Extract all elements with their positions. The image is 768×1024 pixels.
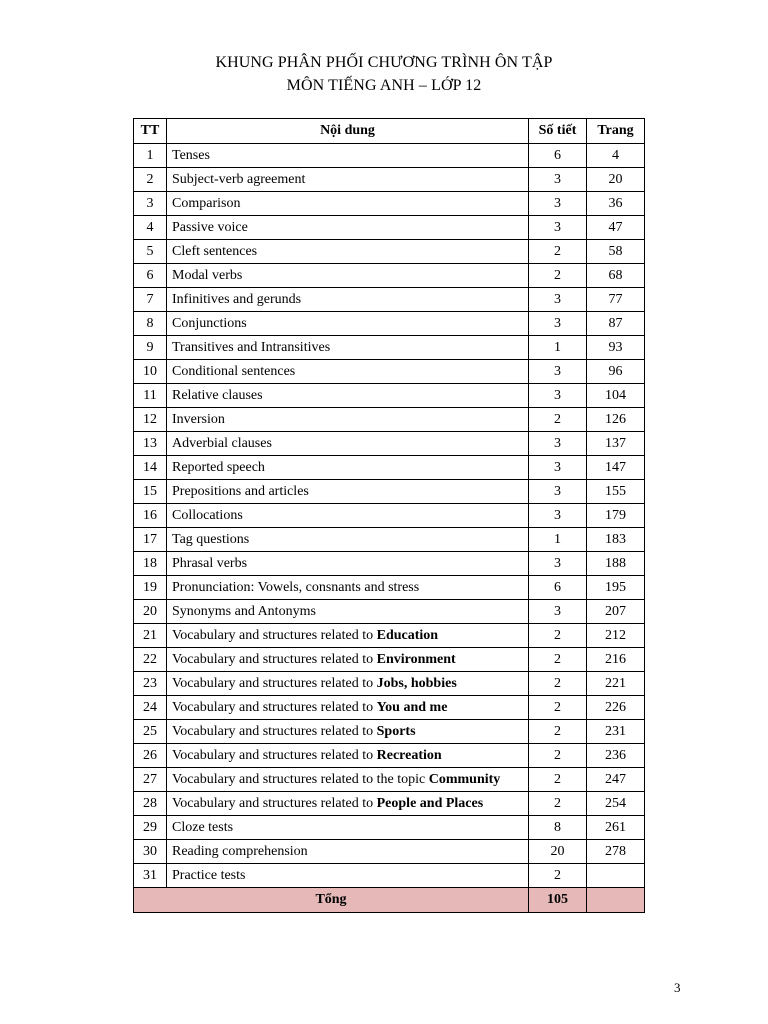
row-periods: 2 <box>529 696 587 720</box>
row-periods: 2 <box>529 408 587 432</box>
row-content-text: Subject-verb agreement <box>172 171 306 187</box>
row-content-text: Synonyms and Antonyms <box>172 603 316 619</box>
row-page: 4 <box>587 144 645 168</box>
row-content-text: Practice tests <box>172 867 246 883</box>
row-content-text: Reading comprehension <box>172 843 308 859</box>
row-content <box>167 288 529 312</box>
row-periods: 3 <box>529 432 587 456</box>
row-number: 12 <box>134 408 167 432</box>
row-number: 24 <box>134 696 167 720</box>
row-page: 247 <box>587 768 645 792</box>
row-content <box>167 672 529 696</box>
table-row <box>134 720 645 744</box>
row-periods: 2 <box>529 624 587 648</box>
table-total-row <box>134 888 645 913</box>
table-row <box>134 504 645 528</box>
table-row <box>134 624 645 648</box>
row-periods: 2 <box>529 672 587 696</box>
table-row <box>134 552 645 576</box>
row-content-topic: Environment <box>376 651 456 667</box>
row-periods: 2 <box>529 792 587 816</box>
row-periods: 20 <box>529 840 587 864</box>
table-row <box>134 336 645 360</box>
row-content-text: Passive voice <box>172 219 248 235</box>
table-row <box>134 360 645 384</box>
row-content <box>167 408 529 432</box>
row-content <box>167 240 529 264</box>
row-number: 26 <box>134 744 167 768</box>
row-number: 19 <box>134 576 167 600</box>
table-row <box>134 456 645 480</box>
row-periods: 3 <box>529 504 587 528</box>
row-periods: 1 <box>529 528 587 552</box>
row-page: 47 <box>587 216 645 240</box>
row-number: 30 <box>134 840 167 864</box>
page-number: 3 <box>674 980 681 995</box>
row-content-text: Comparison <box>172 195 241 211</box>
curriculum-table <box>133 118 645 913</box>
row-content <box>167 792 529 816</box>
row-periods: 2 <box>529 240 587 264</box>
row-content-text: Vocabulary and structures related to <box>172 723 377 739</box>
table-row <box>134 576 645 600</box>
header-page: Trang <box>587 119 645 144</box>
row-page: 96 <box>587 360 645 384</box>
row-content <box>167 864 529 888</box>
total-periods: 105 <box>529 888 587 913</box>
table-row <box>134 648 645 672</box>
row-number: 20 <box>134 600 167 624</box>
row-periods: 3 <box>529 552 587 576</box>
row-page: 126 <box>587 408 645 432</box>
table-row <box>134 144 645 168</box>
row-content <box>167 168 529 192</box>
row-number: 31 <box>134 864 167 888</box>
row-periods: 3 <box>529 288 587 312</box>
row-content-text: Relative clauses <box>172 387 263 403</box>
row-number: 7 <box>134 288 167 312</box>
row-periods: 3 <box>529 480 587 504</box>
table-row <box>134 384 645 408</box>
row-content <box>167 432 529 456</box>
row-content <box>167 552 529 576</box>
row-content <box>167 600 529 624</box>
row-content <box>167 336 529 360</box>
row-number: 10 <box>134 360 167 384</box>
row-content <box>167 456 529 480</box>
row-periods: 3 <box>529 168 587 192</box>
row-page: 93 <box>587 336 645 360</box>
row-page: 104 <box>587 384 645 408</box>
row-content-topic: Recreation <box>376 747 442 763</box>
row-page: 231 <box>587 720 645 744</box>
total-page <box>587 888 645 913</box>
row-content-text: Tag questions <box>172 531 250 547</box>
table-row <box>134 192 645 216</box>
row-periods: 6 <box>529 576 587 600</box>
row-number: 25 <box>134 720 167 744</box>
row-content-text: Conjunctions <box>172 315 247 331</box>
row-number: 1 <box>134 144 167 168</box>
row-content-topic: Community <box>428 771 501 787</box>
row-content-topic: People and Places <box>376 795 484 811</box>
row-content-text: Inversion <box>172 411 225 427</box>
row-number: 22 <box>134 648 167 672</box>
table-header-row <box>134 119 645 144</box>
row-number: 2 <box>134 168 167 192</box>
header-content: Nội dung <box>167 119 529 144</box>
row-content-text: Vocabulary and structures related to the topic <box>172 771 429 787</box>
table-row <box>134 528 645 552</box>
row-number: 28 <box>134 792 167 816</box>
row-content-text: Pronunciation: Vowels, consnants and stress <box>172 579 420 595</box>
row-page: 155 <box>587 480 645 504</box>
row-periods: 2 <box>529 264 587 288</box>
row-periods: 2 <box>529 864 587 888</box>
total-label: Tổng <box>134 888 529 913</box>
row-number: 5 <box>134 240 167 264</box>
row-content <box>167 624 529 648</box>
row-content <box>167 744 529 768</box>
row-content-text: Cloze tests <box>172 819 234 835</box>
row-periods: 3 <box>529 216 587 240</box>
table-row <box>134 264 645 288</box>
row-page: 183 <box>587 528 645 552</box>
row-content-topic: Jobs, hobbies <box>376 675 457 691</box>
table-row <box>134 672 645 696</box>
row-content-text: Vocabulary and structures related to <box>172 627 377 643</box>
row-number: 3 <box>134 192 167 216</box>
row-content <box>167 528 529 552</box>
row-periods: 2 <box>529 744 587 768</box>
row-content <box>167 384 529 408</box>
row-content-text: Adverbial clauses <box>172 435 272 451</box>
row-content-text: Prepositions and articles <box>172 483 309 499</box>
table-row <box>134 240 645 264</box>
row-page: 261 <box>587 816 645 840</box>
row-periods: 3 <box>529 360 587 384</box>
row-content <box>167 696 529 720</box>
row-content <box>167 192 529 216</box>
row-page: 226 <box>587 696 645 720</box>
row-periods: 1 <box>529 336 587 360</box>
row-content-text: Reported speech <box>172 459 265 475</box>
table-row <box>134 432 645 456</box>
table-row <box>134 792 645 816</box>
row-page: 87 <box>587 312 645 336</box>
row-periods: 3 <box>529 456 587 480</box>
table-row <box>134 168 645 192</box>
row-page: 188 <box>587 552 645 576</box>
row-number: 17 <box>134 528 167 552</box>
row-number: 14 <box>134 456 167 480</box>
row-number: 18 <box>134 552 167 576</box>
header-periods: Số tiết <box>529 119 587 144</box>
row-number: 21 <box>134 624 167 648</box>
row-page: 137 <box>587 432 645 456</box>
row-content <box>167 480 529 504</box>
row-number: 9 <box>134 336 167 360</box>
row-content <box>167 816 529 840</box>
table-row <box>134 288 645 312</box>
row-content-text: Conditional sentences <box>172 363 296 379</box>
row-periods: 6 <box>529 144 587 168</box>
table-row <box>134 480 645 504</box>
row-content-text: Cleft sentences <box>172 243 258 259</box>
row-number: 15 <box>134 480 167 504</box>
row-content <box>167 504 529 528</box>
row-page <box>587 864 645 888</box>
row-periods: 8 <box>529 816 587 840</box>
row-periods: 2 <box>529 720 587 744</box>
row-content-text: Vocabulary and structures related to <box>172 675 377 691</box>
row-content <box>167 576 529 600</box>
row-content-text: Phrasal verbs <box>172 555 248 571</box>
table-row <box>134 216 645 240</box>
row-periods: 2 <box>529 768 587 792</box>
row-content <box>167 312 529 336</box>
row-page: 207 <box>587 600 645 624</box>
row-page: 36 <box>587 192 645 216</box>
row-number: 16 <box>134 504 167 528</box>
row-page: 179 <box>587 504 645 528</box>
row-content <box>167 648 529 672</box>
table-row <box>134 744 645 768</box>
row-page: 221 <box>587 672 645 696</box>
row-content-text: Vocabulary and structures related to <box>172 747 377 763</box>
row-content <box>167 768 529 792</box>
row-content <box>167 840 529 864</box>
table-row <box>134 600 645 624</box>
table-row <box>134 864 645 888</box>
row-page: 147 <box>587 456 645 480</box>
row-content-topic: You and me <box>376 699 448 715</box>
row-number: 27 <box>134 768 167 792</box>
row-page: 278 <box>587 840 645 864</box>
row-content-topic: Sports <box>376 723 416 739</box>
table-row <box>134 696 645 720</box>
row-periods: 2 <box>529 648 587 672</box>
table-row <box>134 768 645 792</box>
row-content <box>167 216 529 240</box>
row-number: 13 <box>134 432 167 456</box>
row-page: 20 <box>587 168 645 192</box>
row-page: 77 <box>587 288 645 312</box>
row-content-topic: Education <box>376 627 439 643</box>
row-periods: 3 <box>529 600 587 624</box>
row-number: 11 <box>134 384 167 408</box>
row-page: 254 <box>587 792 645 816</box>
row-content <box>167 264 529 288</box>
row-number: 6 <box>134 264 167 288</box>
row-content-text: Tenses <box>172 147 210 163</box>
row-content-text: Infinitives and gerunds <box>172 291 302 307</box>
row-content-text: Vocabulary and structures related to <box>172 651 377 667</box>
row-content <box>167 360 529 384</box>
row-page: 212 <box>587 624 645 648</box>
document-title-line2: MÔN TIẾNG ANH – LỚP 12 <box>286 77 482 94</box>
table-row <box>134 816 645 840</box>
row-periods: 3 <box>529 384 587 408</box>
header-tt: TT <box>134 119 167 144</box>
row-page: 216 <box>587 648 645 672</box>
row-page: 195 <box>587 576 645 600</box>
row-periods: 3 <box>529 192 587 216</box>
row-content <box>167 720 529 744</box>
row-periods: 3 <box>529 312 587 336</box>
row-number: 8 <box>134 312 167 336</box>
table-row <box>134 408 645 432</box>
row-page: 236 <box>587 744 645 768</box>
table-row <box>134 312 645 336</box>
document-title-line1: KHUNG PHÂN PHỐI CHƯƠNG TRÌNH ÔN TẬP <box>215 54 553 71</box>
row-content-text: Vocabulary and structures related to <box>172 795 377 811</box>
table-row <box>134 840 645 864</box>
row-content-text: Modal verbs <box>172 267 243 283</box>
row-number: 4 <box>134 216 167 240</box>
row-content <box>167 144 529 168</box>
row-content-text: Transitives and Intransitives <box>172 339 331 355</box>
row-content-text: Collocations <box>172 507 243 523</box>
row-page: 58 <box>587 240 645 264</box>
row-content-text: Vocabulary and structures related to <box>172 699 377 715</box>
row-number: 23 <box>134 672 167 696</box>
row-number: 29 <box>134 816 167 840</box>
row-page: 68 <box>587 264 645 288</box>
